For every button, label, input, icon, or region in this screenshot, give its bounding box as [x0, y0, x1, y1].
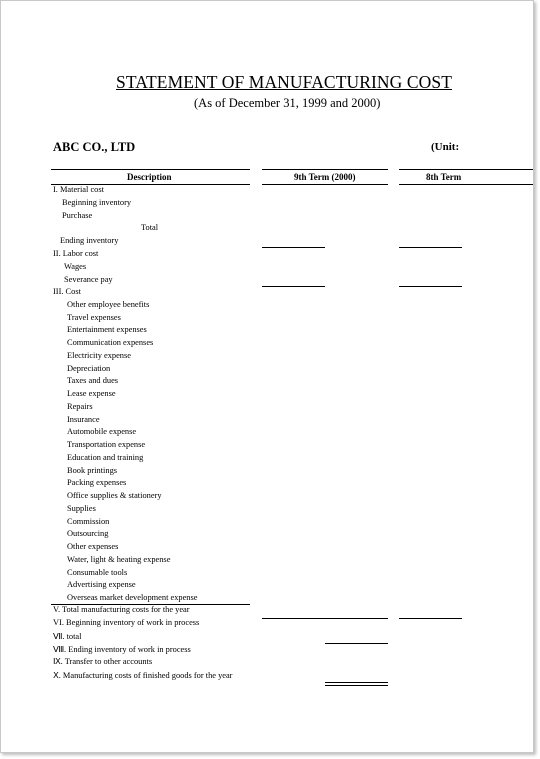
- row-label: Insurance: [67, 415, 100, 424]
- row-label: Taxes and dues: [67, 376, 119, 385]
- row-label: Consumable tools: [67, 568, 128, 577]
- row-label: Depreciation: [67, 364, 111, 373]
- header-top-line: [399, 169, 533, 170]
- row-label: Transportation expense: [67, 440, 146, 449]
- header-top-line: [51, 169, 250, 170]
- row-label: Book printings: [67, 466, 118, 475]
- row-label: Education and training: [67, 453, 144, 462]
- row-label: V. Total manufacturing costs for the year: [53, 605, 190, 614]
- row-label: Total: [141, 223, 159, 232]
- total-line: [262, 618, 388, 619]
- company-name: ABC CO., LTD: [53, 140, 136, 154]
- statement-title: STATEMENT OF MANUFACTURING COST: [116, 72, 453, 92]
- row-label: Advertising expense: [67, 580, 136, 589]
- row-label: Lease expense: [67, 389, 116, 398]
- row-label: Ⅷ. Ending inventory of work in process: [53, 645, 191, 654]
- row-label: Ⅹ. Manufacturing costs of finished goods for the year: [53, 671, 233, 680]
- row-label: Ⅶ. total: [53, 632, 82, 641]
- row-label: Severance pay: [64, 275, 113, 284]
- double-underline: [325, 682, 388, 683]
- row-label: Purchase: [62, 211, 93, 220]
- row-label: Wages: [64, 262, 87, 271]
- subtotal-line: [262, 286, 325, 287]
- subtotal-line: [325, 643, 388, 644]
- subtotal-line: [399, 247, 462, 248]
- row-label: Other expenses: [67, 542, 119, 551]
- double-underline: [325, 685, 388, 686]
- row-label: Commission: [67, 517, 110, 526]
- column-header-8th-term: 8th Term: [426, 172, 462, 182]
- row-label: Supplies: [67, 504, 96, 513]
- subtotal-line: [399, 286, 462, 287]
- row-label: Office supplies & stationery: [67, 491, 162, 500]
- column-header-9th-term: 9th Term (2000): [294, 172, 356, 182]
- row-label: III. Cost: [53, 287, 81, 296]
- subtotal-line: [262, 247, 325, 248]
- row-label: Water, light & heating expense: [67, 555, 171, 564]
- header-bottom-line: [399, 184, 533, 185]
- row-label: Communication expenses: [67, 338, 154, 347]
- row-label: II. Labor cost: [53, 249, 99, 258]
- row-label: I. Material cost: [53, 185, 104, 194]
- row-label: Ending inventory: [60, 236, 119, 245]
- row-label: Overseas market development expense: [67, 593, 198, 602]
- row-label: Packing expenses: [67, 478, 127, 487]
- row-label: Repairs: [67, 402, 93, 411]
- header-bottom-line: [262, 184, 388, 185]
- column-header-description: Description: [127, 172, 172, 182]
- row-label: Other employee benefits: [67, 300, 150, 309]
- row-label: Travel expenses: [67, 313, 121, 322]
- statement-subtitle: (As of December 31, 1999 and 2000): [194, 96, 381, 110]
- total-line: [399, 618, 462, 619]
- row-label: Entertainment expenses: [67, 325, 147, 334]
- row-label: VI. Beginning inventory of work in process: [53, 618, 200, 627]
- row-label: Outsourcing: [67, 529, 109, 538]
- row-label: Electricity expense: [67, 351, 131, 360]
- total-line: [51, 604, 250, 605]
- header-top-line: [262, 169, 388, 170]
- unit-label: (Unit:: [431, 141, 460, 153]
- row-label: Ⅸ. Transfer to other accounts: [53, 657, 153, 666]
- row-label: Beginning inventory: [62, 198, 132, 207]
- row-label: Automobile expense: [67, 427, 137, 436]
